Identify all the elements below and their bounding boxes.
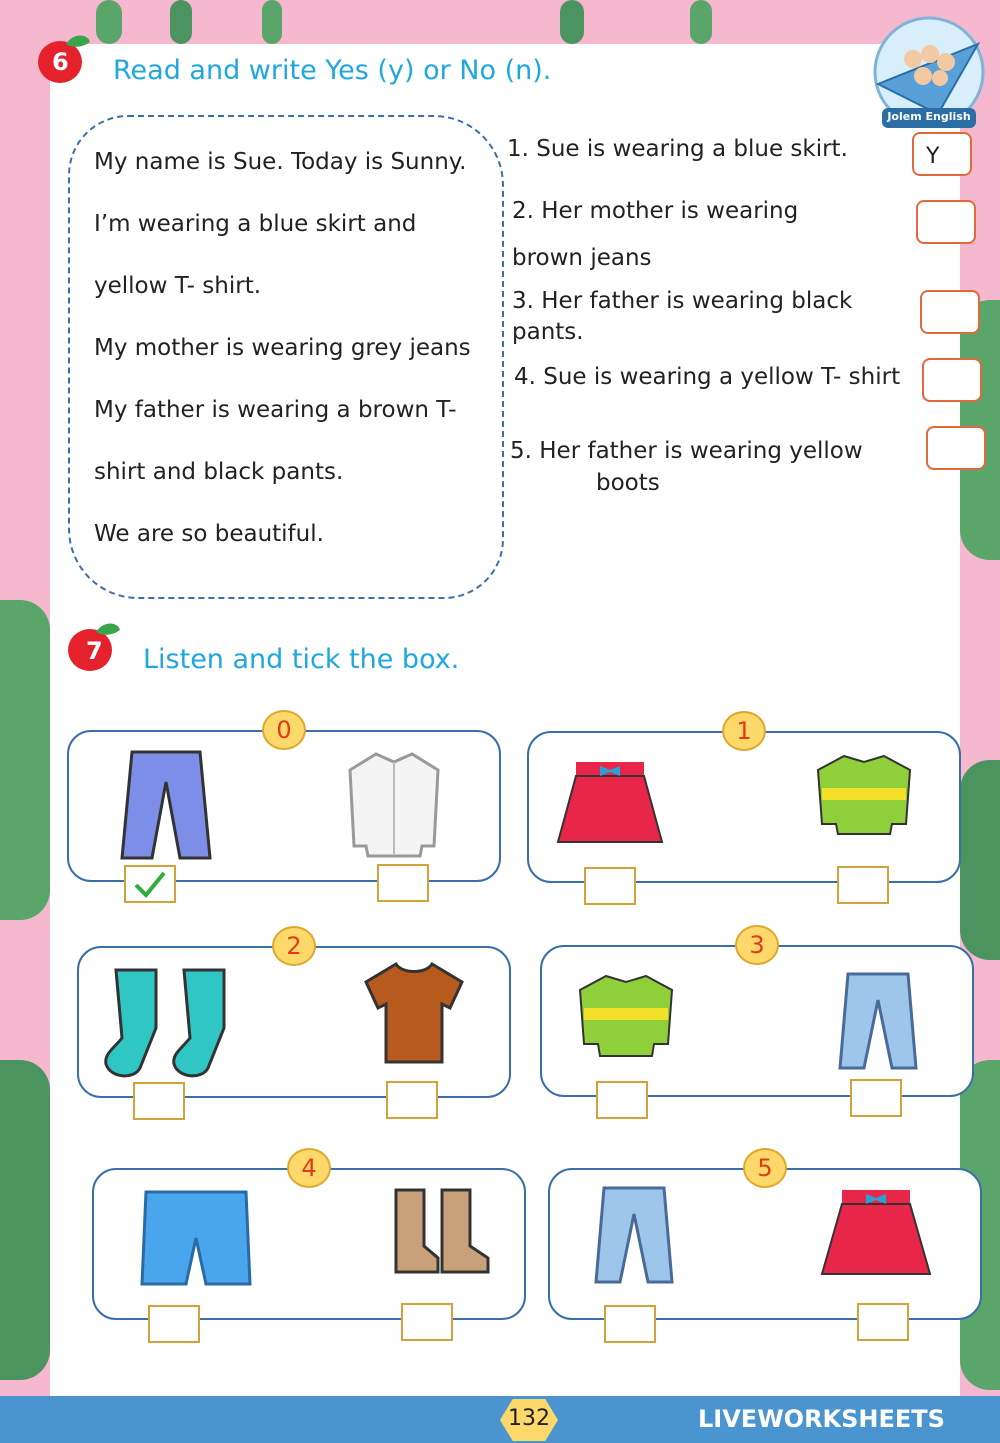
story-line: My name is Sue. Today is Sunny. [94,149,467,175]
tick-box[interactable] [148,1305,200,1343]
section-6-number: 6 [52,48,69,76]
section-7-title: Listen and tick the box. [143,644,460,675]
tick-box[interactable] [401,1303,453,1341]
tick-box[interactable] [377,864,429,902]
answer-box-2[interactable] [916,200,976,244]
cactus-decoration [0,600,50,920]
cactus-decoration [0,1060,50,1380]
liveworksheets-brand: LIVEWORKSHEETS [698,1405,945,1433]
tick-box[interactable] [837,866,889,904]
section-7-number: 7 [86,637,103,665]
question-2-line-2: brown jeans [512,245,652,271]
panel-number-badge: 4 [287,1148,331,1188]
tick-box[interactable] [604,1305,656,1343]
tick-box[interactable] [596,1081,648,1119]
question-3-line-2: pants. [512,319,584,345]
question-2: 2. Her mother is wearing [512,198,799,224]
cactus-decoration [560,0,584,44]
panel-number-badge: 5 [743,1148,787,1188]
story-line: yellow T- shirt. [94,273,262,299]
page-number: 132 [508,1406,550,1431]
story-line: shirt and black pants. [94,459,344,485]
jacket-image [814,752,914,840]
panel-number-badge: 1 [722,711,766,751]
answer-box-5[interactable] [926,426,986,470]
question-4: 4. Sue is wearing a yellow T- shirt [514,364,901,390]
checkmark-icon [126,867,174,901]
answer-box-3[interactable] [920,290,980,334]
panel-number-badge: 3 [735,925,779,965]
jolem-english-logo [868,14,990,136]
question-5-line-2: boots [596,470,660,496]
cactus-decoration [690,0,712,44]
tick-box[interactable] [584,867,636,905]
tick-box[interactable] [386,1081,438,1119]
story-box [68,115,504,599]
cactus-decoration [170,0,192,44]
jeans-image [592,1184,676,1290]
jacket-image [576,972,676,1062]
question-3: 3. Her father is wearing black [512,288,853,314]
cactus-decoration [960,760,1000,960]
skirt-image [554,758,666,854]
story-line: We are so beautiful. [94,521,324,547]
question-1: 1. Sue is wearing a blue skirt. [507,136,848,162]
answer-box-1[interactable]: Y [912,132,972,176]
panel-number-badge: 0 [262,710,306,750]
tick-box[interactable] [124,865,176,903]
story-line: My mother is wearing grey jeans [94,335,471,361]
section-6-title: Read and write Yes (y) or No (n). [113,55,552,86]
trousers-image [118,748,214,868]
shorts-image [140,1188,252,1292]
tick-box[interactable] [133,1082,185,1120]
logo-text: Jolem English [887,110,971,123]
jeans-image [836,970,920,1076]
tshirt-image [362,960,466,1070]
boots-image [388,1186,494,1280]
shirt-image [346,750,442,864]
socks-image [100,964,240,1086]
skirt-image [818,1186,934,1284]
question-5: 5. Her father is wearing yellow [510,438,863,464]
cactus-decoration [262,0,282,44]
tick-box[interactable] [857,1303,909,1341]
answer-box-4[interactable] [922,358,982,402]
story-line: I’m wearing a blue skirt and [94,211,417,237]
tick-box[interactable] [850,1079,902,1117]
panel-number-badge: 2 [272,926,316,966]
cactus-decoration [96,0,122,44]
story-line: My father is wearing a brown T- [94,397,457,423]
